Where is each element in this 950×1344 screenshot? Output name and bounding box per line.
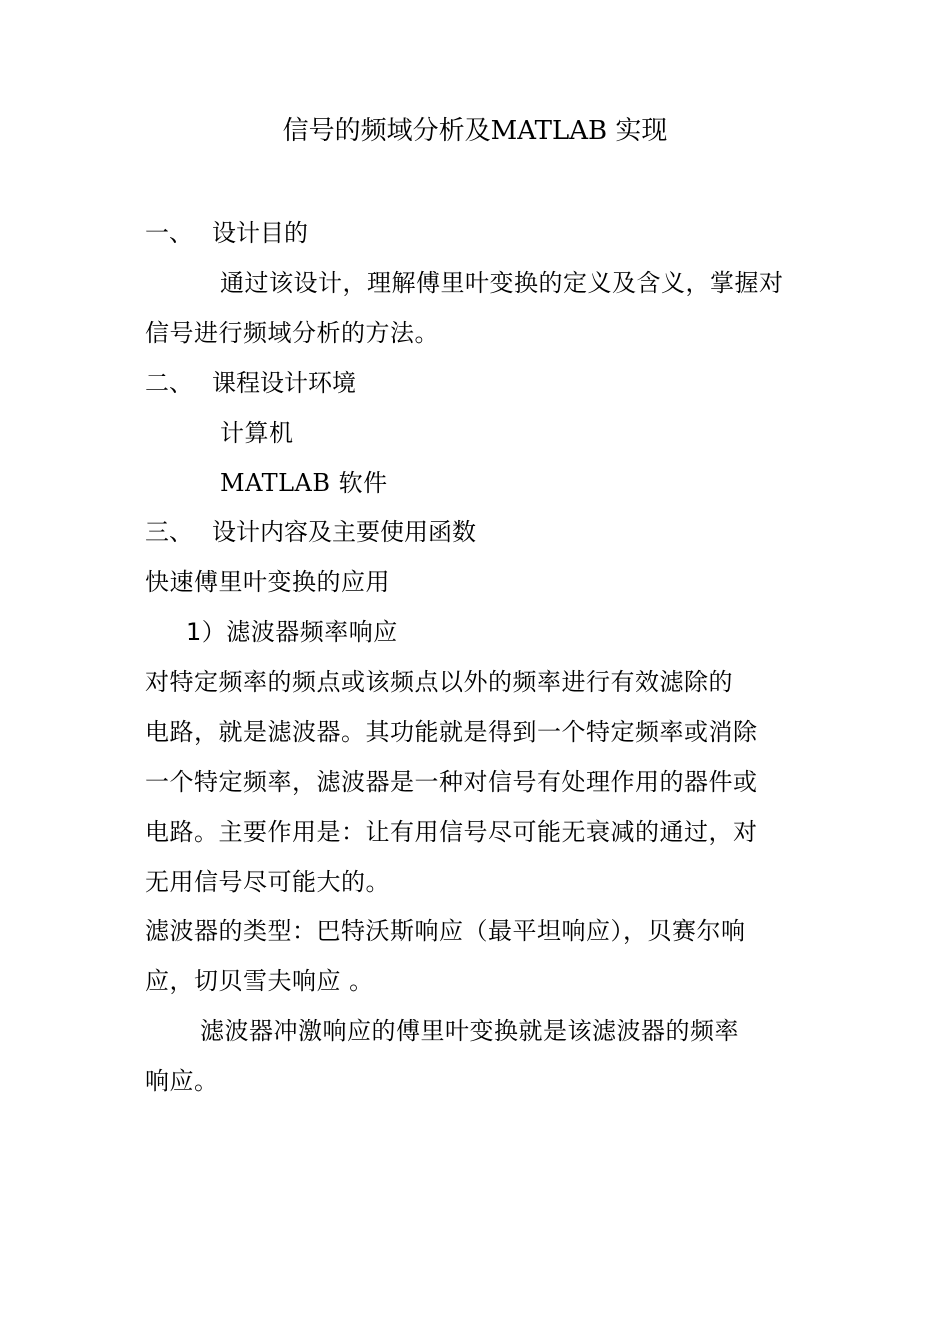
section-1-paragraph-line-2: 信号进行频域分析的方法。 <box>145 319 439 347</box>
section-2-heading: 课程设计环境 <box>212 369 356 397</box>
document-title: 信号的频域分析及MATLAB 实现 <box>282 116 668 146</box>
section-3-paragraph-1-line-4: 电路。主要作用是：让有用信号尽可能无衰减的通过，对 <box>145 818 758 846</box>
section-3-item-1-label: 1）滤波器频率响应 <box>186 618 398 646</box>
section-3-paragraph-1-line-3: 一个特定频率，滤波器是一种对信号有处理作用的器件或 <box>145 768 758 796</box>
section-3-heading: 设计内容及主要使用函数 <box>212 518 476 546</box>
section-1-heading: 设计目的 <box>212 219 308 247</box>
section-2-item-matlab: MATLAB 软件 <box>220 469 388 497</box>
section-1-paragraph-line-1: 通过该设计，理解傅里叶变换的定义及含义，掌握对 <box>220 269 784 297</box>
section-2-number: 二、 <box>145 369 193 397</box>
section-1-number: 一、 <box>145 219 193 247</box>
section-3-paragraph-1-line-5: 无用信号尽可能大的。 <box>145 868 390 896</box>
section-3-paragraph-3-line-2: 响应。 <box>145 1067 219 1095</box>
section-3-paragraph-1-line-1: 对特定频率的频点或该频点以外的频率进行有效滤除的 <box>145 668 733 696</box>
section-3-paragraph-1-line-2: 电路，就是滤波器。其功能就是得到一个特定频率或消除 <box>145 718 758 746</box>
section-2-item-computer: 计算机 <box>220 419 294 447</box>
section-3-subheading: 快速傅里叶变换的应用 <box>145 568 390 596</box>
section-3-paragraph-3-line-1: 滤波器冲激响应的傅里叶变换就是该滤波器的频率 <box>200 1017 739 1045</box>
section-3-paragraph-2-line-1: 滤波器的类型：巴特沃斯响应（最平坦响应），贝赛尔响 <box>145 917 746 945</box>
section-3-number: 三、 <box>145 518 193 546</box>
section-3-paragraph-2-line-2: 应，切贝雪夫响应 。 <box>145 967 374 995</box>
